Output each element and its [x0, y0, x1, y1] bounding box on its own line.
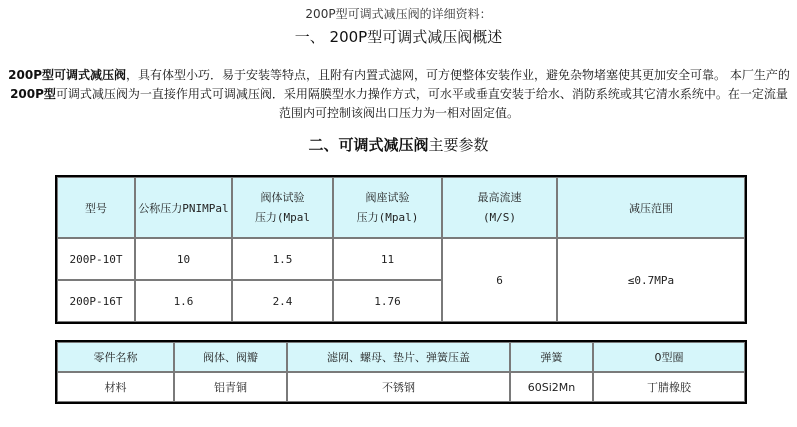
overview-text-2: 可调式减压阀为一直接作用式可调减压阀．采用隔膜型水力操作方式，可水平或垂直安装于给水、消防系统或其它清水系统中。在一定流量范围内可控制该阀出口压力为一相对固定值。 [55, 87, 788, 120]
header-max-flow-line2: (M/S) [482, 210, 517, 224]
header-max-flow [442, 177, 557, 238]
header-body-test [232, 177, 333, 238]
table-row [57, 372, 745, 402]
header-seat-test-line2: 压力(Mpal) [356, 210, 419, 224]
page-title: 200P型可调式减压阀的详细资料： [305, 7, 492, 21]
parameters-header-row [57, 177, 745, 238]
header-body-disc: 阀体、阀瓣 [174, 342, 287, 372]
header-spring: 弹簧 [510, 342, 593, 372]
header-max-flow-line1: 最高流速 [477, 190, 522, 204]
cell-filter-material: 不锈钢 [287, 372, 510, 402]
cell-material-label: 材料 [57, 372, 174, 402]
materials-header-row [57, 342, 745, 372]
overview-bold-model: 200P型 [10, 87, 56, 101]
cell-nominal-pressure: 10 [135, 238, 232, 280]
materials-table [55, 340, 747, 404]
header-nominal-pressure: 公称压力PNIMPal [135, 177, 232, 238]
overview-paragraph [6, 66, 792, 123]
header-model: 型号 [57, 177, 135, 238]
cell-max-flow: 6 [442, 238, 557, 322]
cell-spring-material: 60Si2Mn [510, 372, 593, 402]
table-row [57, 238, 745, 280]
header-body-test-line1: 阀体试验 [260, 190, 305, 204]
cell-body-test: 1.5 [232, 238, 333, 280]
cell-seat-test: 11 [333, 238, 442, 280]
header-o-ring: 0型圈 [593, 342, 745, 372]
cell-seat-test: 1.76 [333, 280, 442, 322]
parameters-heading-bold: 二、可调式减压阀 [308, 136, 429, 154]
cell-relief-range: ≤0.7MPa [557, 238, 745, 322]
cell-body-material: 铝青铜 [174, 372, 287, 402]
overview-lead: 200P型可调式减压阀 [8, 68, 127, 82]
parameters-heading [0, 134, 797, 155]
header-part-name: 零件名称 [57, 342, 174, 372]
cell-nominal-pressure: 1.6 [135, 280, 232, 322]
header-seat-test-line1: 阀座试验 [365, 190, 410, 204]
parameters-table [55, 175, 747, 324]
cell-body-test: 2.4 [232, 280, 333, 322]
header-seat-test [333, 177, 442, 238]
overview-text-1: ，具有体型小巧．易于安装等特点，且附有内置式滤网，可方便整体安装作业，避免杂物堵塞使其更加安全可靠。 本厂生产的 [126, 68, 790, 82]
header-filter-nut-gasket: 滤网、螺母、垫片、弹簧压盖 [287, 342, 510, 372]
overview-heading: 一、 200P型可调式减压阀概述 [294, 28, 503, 46]
cell-model: 200P-16T [57, 280, 135, 322]
cell-o-ring-material: 丁腈橡胶 [593, 372, 745, 402]
cell-model: 200P-10T [57, 238, 135, 280]
header-body-test-line2: 压力(Mpal [254, 210, 311, 224]
parameters-heading-rest: 主要参数 [428, 136, 489, 154]
header-relief-range: 减压范围 [557, 177, 745, 238]
